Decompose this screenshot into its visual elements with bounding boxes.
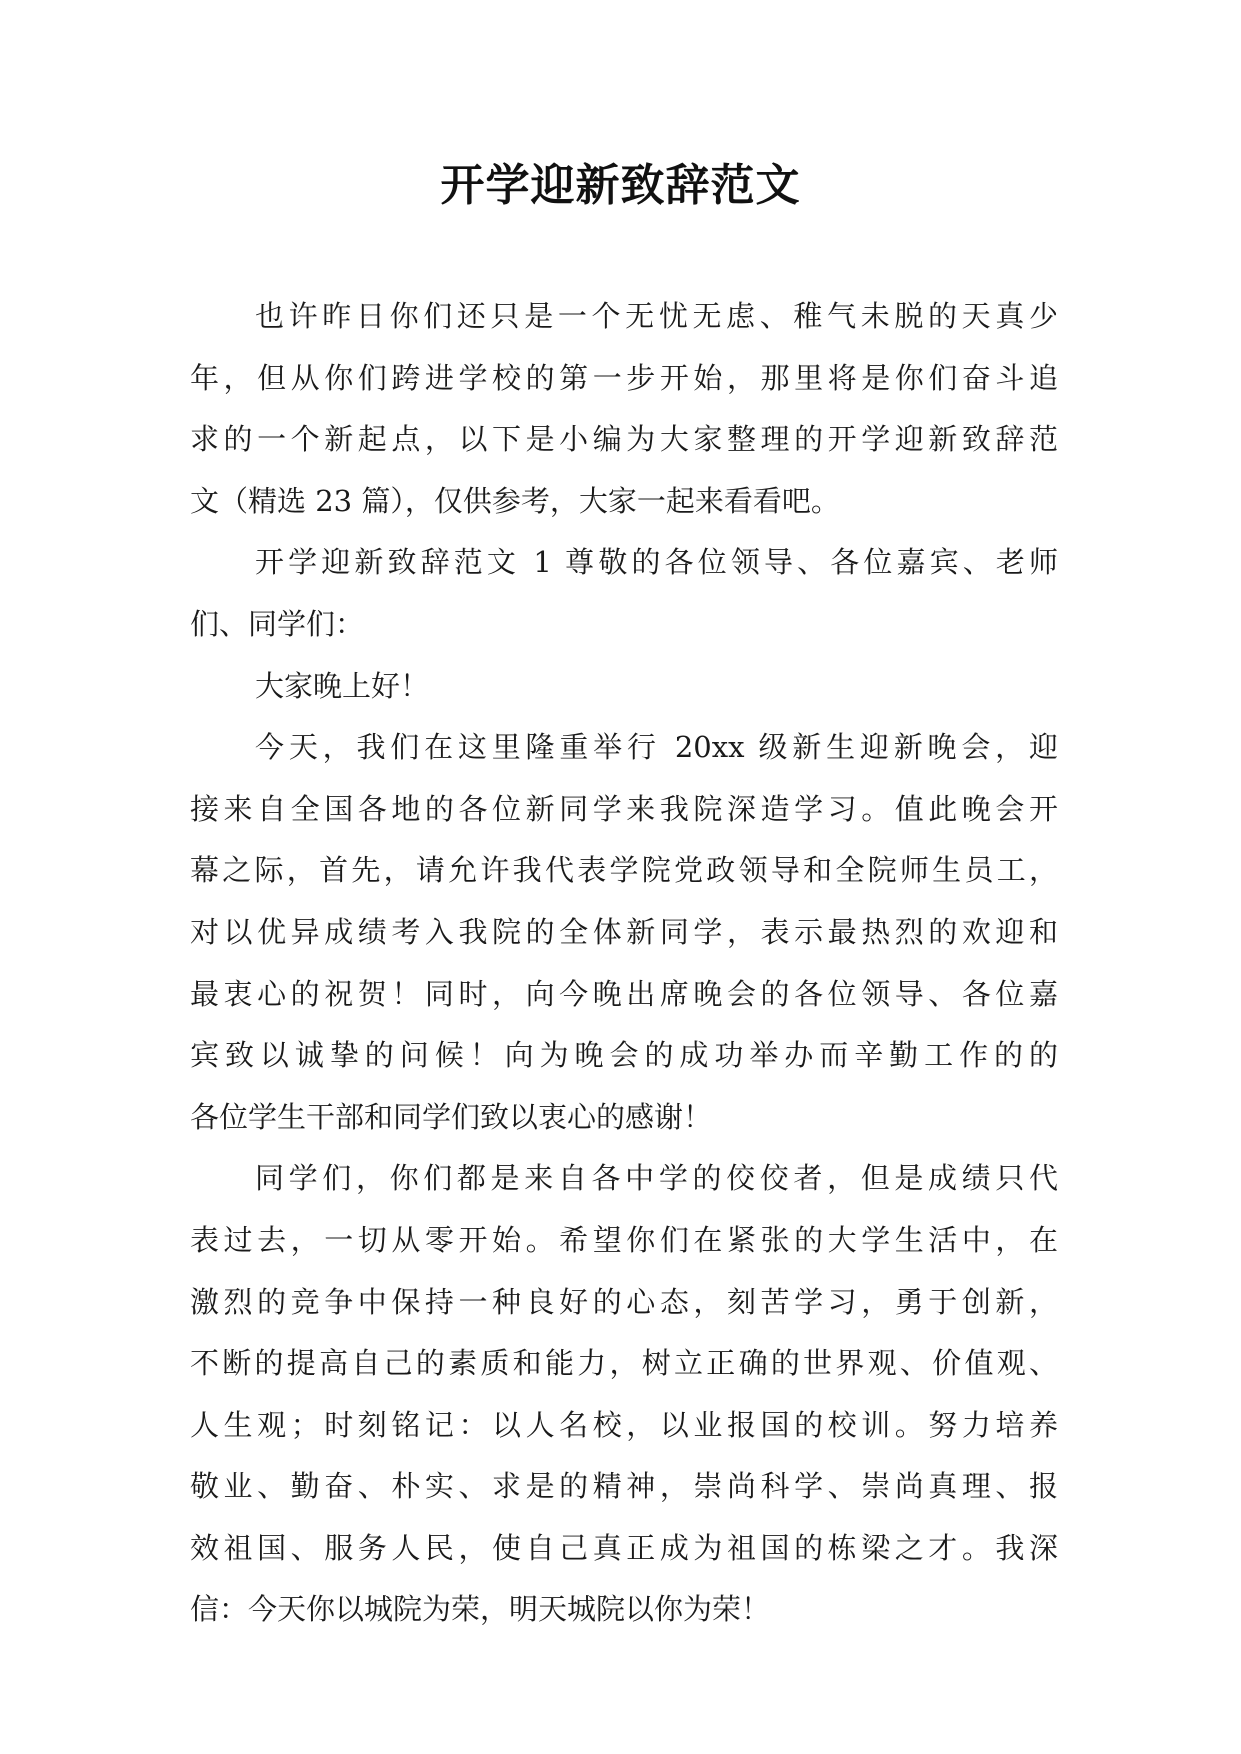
paragraph-salutation (190, 532, 1058, 655)
text-line: 幕之际，首先，请允许我代表学院党政领导和全院师生员工， (190, 853, 1058, 888)
text-line: 表过去，一切从零开始。希望你们在紧张的大学生活中，在 (190, 1222, 1058, 1257)
text-line: 敬业、勤奋、朴实、求是的精神，崇尚科学、崇尚真理、报 (190, 1469, 1058, 1504)
text-line: 信：今天你以城院为荣，明天城院以你为荣！ (190, 1592, 771, 1627)
text-line: 求的一个新起点，以下是小编为大家整理的开学迎新致辞范 (190, 422, 1058, 457)
paragraph-welcome (190, 717, 1058, 1148)
text-line: 接来自全国各地的各位新同学来我院深造学习。值此晚会开 (190, 791, 1058, 826)
text-line: 不断的提高自己的素质和能力，树立正确的世界观、价值观、 (190, 1346, 1058, 1381)
text-line: 最衷心的祝贺！同时，向今晚出席晚会的各位领导、各位嘉 (190, 976, 1058, 1011)
text-line: 年，但从你们跨进学校的第一步开始，那里将是你们奋斗追 (190, 360, 1058, 395)
document-body (190, 286, 1058, 1641)
text-line: 宾致以诚挚的问候！向为晚会的成功举办而辛勤工作的的 (190, 1038, 1058, 1073)
paragraph-greeting (190, 656, 1058, 718)
text-line: 也许昨日你们还只是一个无忧无虑、稚气未脱的天真少 (255, 299, 1058, 333)
text-line: 们、同学们： (190, 606, 365, 641)
text-line: 人生观；时刻铭记：以人名校，以业报国的校训。努力培养 (190, 1407, 1058, 1442)
paragraph-intro (190, 286, 1058, 532)
text-line: 文（精选 23 篇），仅供参考，大家一起来看看吧。 (190, 483, 840, 518)
text-line: 对以优异成绩考入我院的全体新同学，表示最热烈的欢迎和 (190, 914, 1058, 949)
text-line: 开学迎新致辞范文 1 尊敬的各位领导、各位嘉宾、老师 (255, 545, 1058, 580)
text-line: 今天，我们在这里隆重举行 20xx 级新生迎新晚会，迎 (255, 730, 1058, 765)
text-line: 激烈的竞争中保持一种良好的心态，刻苦学习，勇于创新， (190, 1284, 1058, 1319)
text-line: 大家晚上好！ (255, 668, 430, 703)
text-line: 效祖国、服务人民，使自己真正成为祖国的栋梁之才。我深 (190, 1530, 1058, 1565)
text-line: 同学们，你们都是来自各中学的佼佼者，但是成绩只代 (255, 1161, 1058, 1196)
document-title: 开学迎新致辞范文 (440, 160, 801, 211)
text-line: 各位学生干部和同学们致以衷心的感谢！ (190, 1099, 713, 1134)
paragraph-encouragement (190, 1148, 1058, 1641)
